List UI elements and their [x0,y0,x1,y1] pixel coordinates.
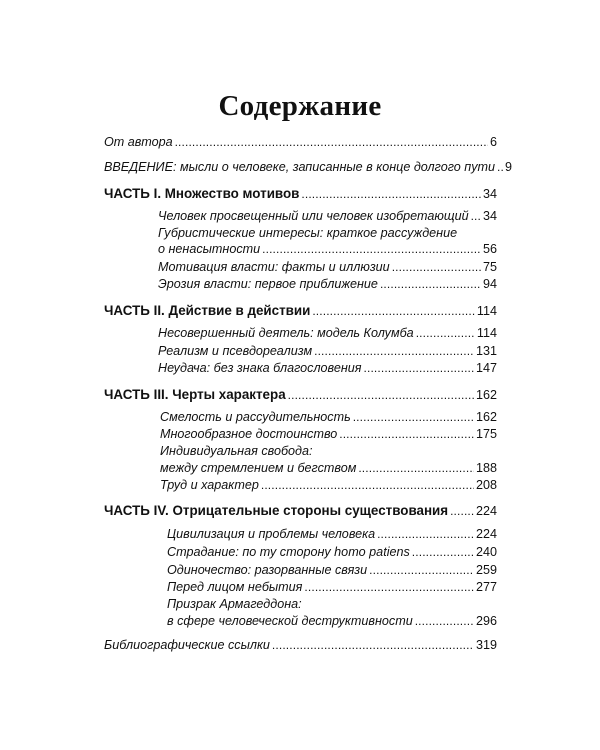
toc-entry-1-2[interactable] [158,240,497,259]
toc-page-number: 56 [482,242,497,256]
toc-entry-label: в сфере человеческой деструктивности [167,614,413,628]
toc-entry-3-4[interactable] [160,476,497,495]
toc-page-number: 147 [475,361,497,375]
toc-page-number: 9 [505,160,513,174]
toc-page-number: 277 [475,580,497,594]
toc-entry-4-2[interactable] [167,543,497,562]
toc-entry-label: Эрозия власти: первое приближение [158,277,378,291]
toc-page-number: 224 [475,527,497,541]
dot-leader [339,425,474,444]
toc-entry-label: Несовершенный деятель: модель Колумба [158,326,414,340]
toc-entry-label: ВВЕДЕНИЕ: мысли о человеке, записанные в конце долгого пути [104,160,495,174]
toc-part-label: ЧАСТЬ III. Черты характера [104,387,286,402]
dot-leader [471,207,481,226]
dot-leader [450,501,474,521]
toc-entry-3-3-first-line[interactable]: Индивидуальная свобода: [160,444,313,458]
toc-entry-label: Перед лицом небытия [167,580,303,594]
toc-entry-label: Многообразное достоинство [160,427,338,441]
toc-part-1[interactable] [104,184,497,203]
toc-page-number: 224 [475,504,497,518]
toc-entry-label: Человек просвещенный или человек изобретающий [158,209,469,223]
toc-entry-1-2-first-line[interactable]: Губристические интересы: краткое рассуждение [158,226,458,240]
toc-page-number: 319 [475,638,497,652]
toc-entry-label: Реализм и псевдореализм [158,344,313,358]
toc-page-number: 259 [475,563,497,577]
dot-leader [412,543,474,562]
dot-leader [301,184,481,204]
dot-leader [415,612,474,631]
toc-entry-2-3[interactable] [158,359,497,378]
toc-part-3[interactable] [104,385,497,404]
dot-leader [261,476,474,495]
toc-page-number: 240 [475,545,497,559]
toc-page-number: 34 [482,209,497,223]
toc-page-number: 114 [476,326,497,340]
dot-leader [312,301,475,321]
toc-entry-author[interactable] [104,133,497,152]
toc-entry-label: между стремлением и бегством [160,461,357,475]
toc-page-number: 208 [475,478,497,492]
toc-entry-label: Одиночество: разорванные связи [167,563,368,577]
toc-entry-label: От автора [104,135,173,149]
toc-page-number: 131 [475,344,497,358]
dot-leader [377,525,474,544]
toc-entry-label: Труд и характер [160,478,259,492]
toc-entry-bibliography[interactable] [104,636,497,655]
dot-leader [175,133,488,152]
toc-page-number: 296 [475,614,497,628]
toc-part-2[interactable] [104,301,497,320]
toc-page-number: 162 [475,410,497,424]
toc-entry-2-1[interactable] [158,324,497,343]
toc-page-number: 75 [482,260,497,274]
toc-entry-label: Мотивация власти: факты и иллюзии [158,260,390,274]
toc-part-label: ЧАСТЬ I. Множество мотивов [104,186,300,201]
dot-leader [288,385,474,405]
toc-page-number: 188 [475,461,497,475]
toc-entry-label: Смелость и рассудительность [160,410,351,424]
toc-part-label: ЧАСТЬ IV. Отрицательные стороны существования [104,503,449,518]
dot-leader [380,275,481,294]
toc-page-number: 34 [482,187,497,201]
toc-entry-label: Цивилизация и проблемы человека [167,527,376,541]
toc-entry-1-4[interactable] [158,275,497,294]
toc-entry-intro[interactable] [104,158,513,177]
page-title: Содержание [218,90,382,122]
toc-entry-4-5-first-line[interactable]: Призрак Армагеддона: [167,597,302,611]
toc-entry-4-1[interactable] [167,525,497,544]
toc-entry-4-5[interactable] [167,612,497,631]
toc-part-label: ЧАСТЬ II. Действие в действии [104,303,311,318]
toc-entry-label: о ненасытности [158,242,261,256]
dot-leader [416,324,475,343]
toc-entry-label: Неудача: без знака благословения [158,361,362,375]
dot-leader [304,578,474,597]
toc-page-number: 94 [482,277,497,291]
toc-entry-label: Библиографические ссылки [104,638,270,652]
toc-page-number: 6 [489,135,497,149]
dot-leader [272,636,474,655]
dot-leader [364,359,474,378]
dot-leader [262,240,481,259]
toc-part-4[interactable] [104,501,497,520]
toc-page-number: 162 [475,388,497,402]
toc-page-number: 175 [475,427,497,441]
toc-entry-label: Страдание: по ту сторону homo patiens [167,545,410,559]
dot-leader [497,158,503,177]
toc-page-number: 114 [476,304,497,318]
